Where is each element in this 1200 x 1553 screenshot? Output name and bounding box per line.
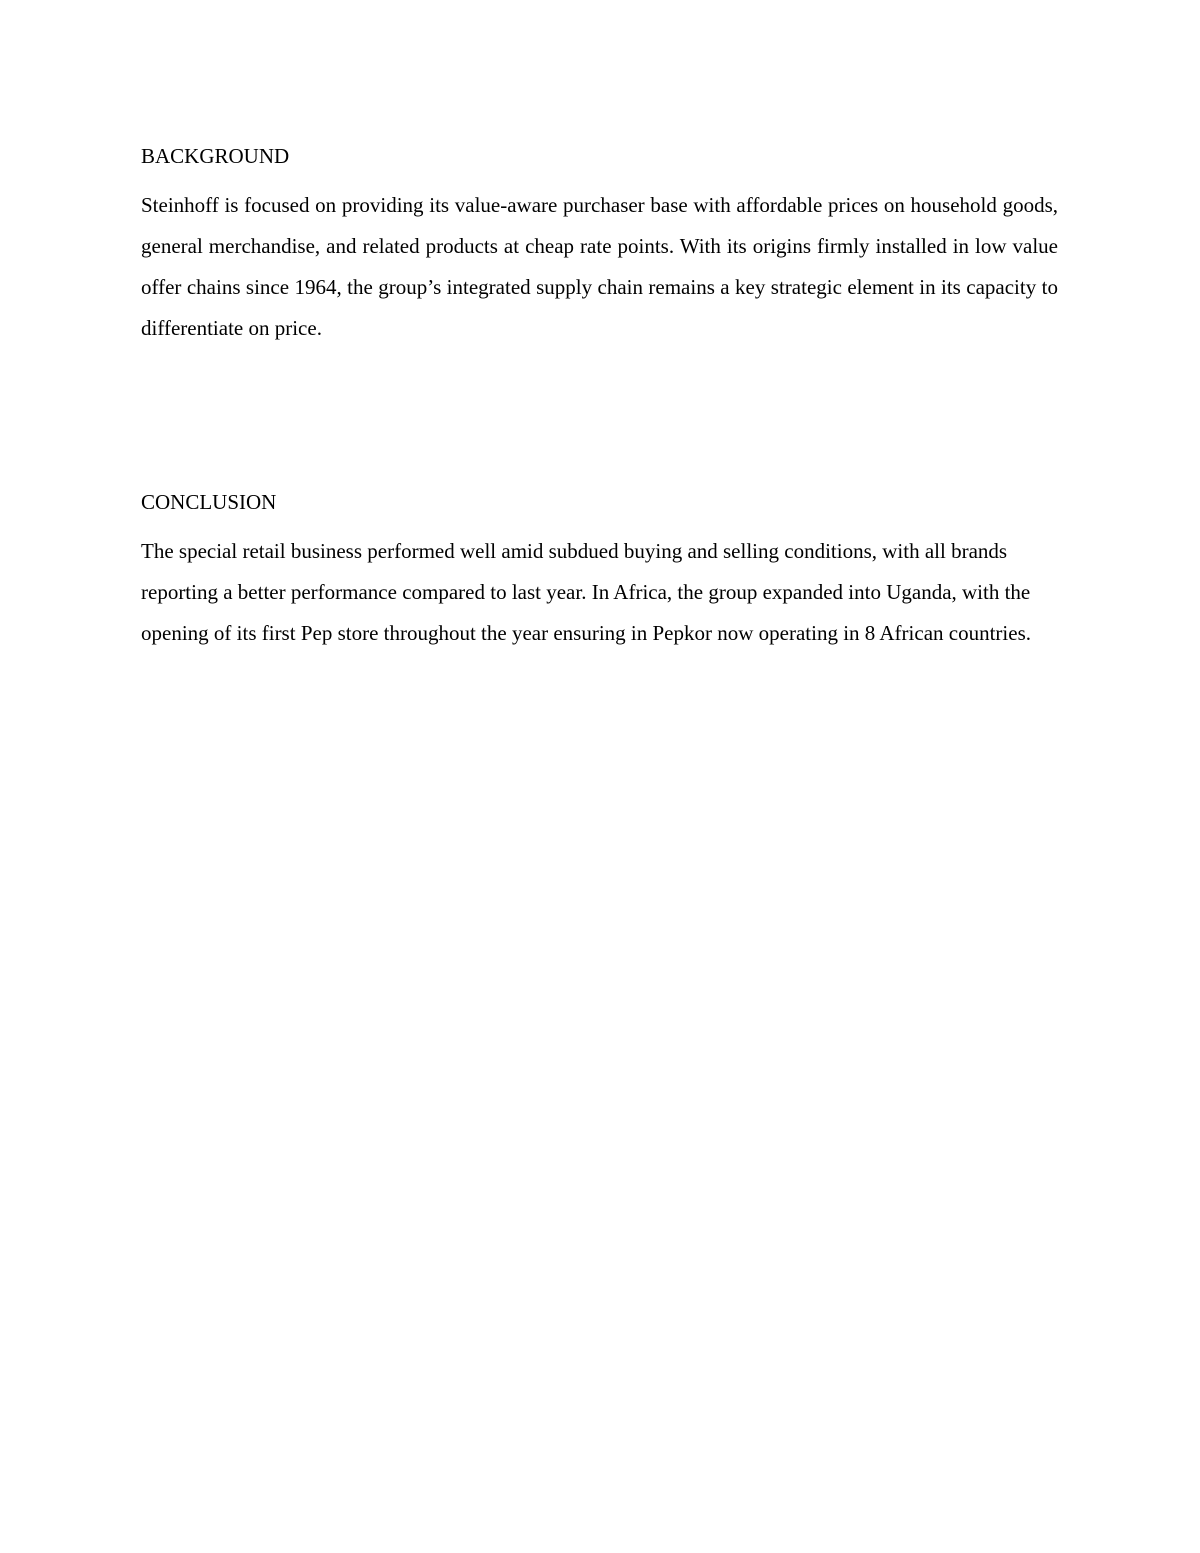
- background-section: [141, 140, 1058, 349]
- background-paragraph: Steinhoff is focused on providing its value-aware purchaser base with affordable prices on household goods, general merchandise, and related products at cheap rate points. With its origins firmly installed in low value offer chains since 1964, the group’s integrated supply chain remains a key strategic element in its capacity to differentiate on price.: [141, 193, 1058, 340]
- conclusion-heading: CONCLUSION: [141, 490, 277, 514]
- background-heading: BACKGROUND: [141, 144, 290, 168]
- conclusion-paragraph: The special retail business performed well amid subdued buying and selling conditions, with all brands reporting a better performance compared to last year. In Africa, the group expanded into Uganda, with the opening of its first Pep store throughout the year ensuring in Pepkor now operating in 8 African countries.: [141, 539, 1031, 645]
- conclusion-section: [141, 486, 1058, 654]
